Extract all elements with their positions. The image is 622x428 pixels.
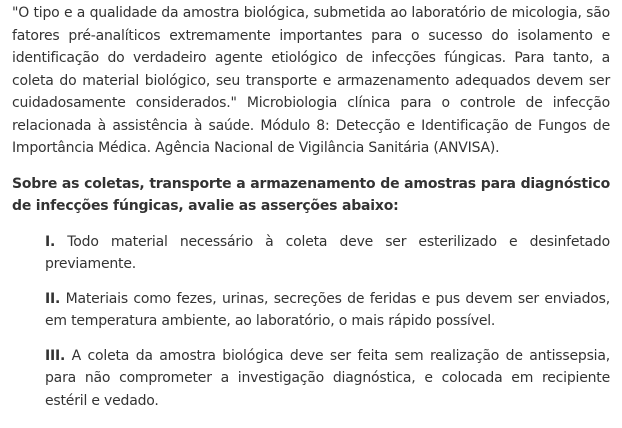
assertion-number: II.: [45, 290, 61, 307]
assertion-item-1: [45, 231, 610, 276]
assertion-text: Materiais como fezes, urinas, secreções de feridas e pus devem ser enviados, em temperatura ambiente, ao laboratório, o mais rápido possível.: [45, 290, 610, 329]
assertion-number: III.: [45, 347, 66, 364]
assertion-text: Todo material necessário à coleta deve ser esterilizado e desinfetado previamente.: [45, 233, 610, 272]
question-statement: Sobre as coletas, transporte a armazenamento de amostras para diagnóstico de infecções fúngicas, avalie as asserções abaixo:: [12, 175, 610, 214]
intro-paragraph: "O tipo e a qualidade da amostra biológica, submetida ao laboratório de micologia, são fatores pré-analíticos extremamente importantes para o sucesso do isolamento e identificação do verdadeiro agente etiológico de infecções fúngicas. Para tanto, a coleta do material biológico, seu transporte e armazenamento adequados devem ser cuidadosamente considerados." Microbiologia clínica para o controle de infecção relacionada à assistência à saúde. Módulo 8: Detecção e Identificação de Fungos de Importância Médica. Agência Nacional de Vigilância Sanitária (ANVISA).: [12, 5, 610, 156]
assertion-number: I.: [45, 233, 56, 250]
assertion-item-2: [45, 288, 610, 333]
assertions-list: [12, 231, 610, 413]
assertion-item-3: [45, 345, 610, 413]
assertion-text: A coleta da amostra biológica deve ser feita sem realização de antissepsia, para não comprometer a investigação diagnóstica, e colocada em recipiente estéril e vedado.: [45, 347, 610, 409]
